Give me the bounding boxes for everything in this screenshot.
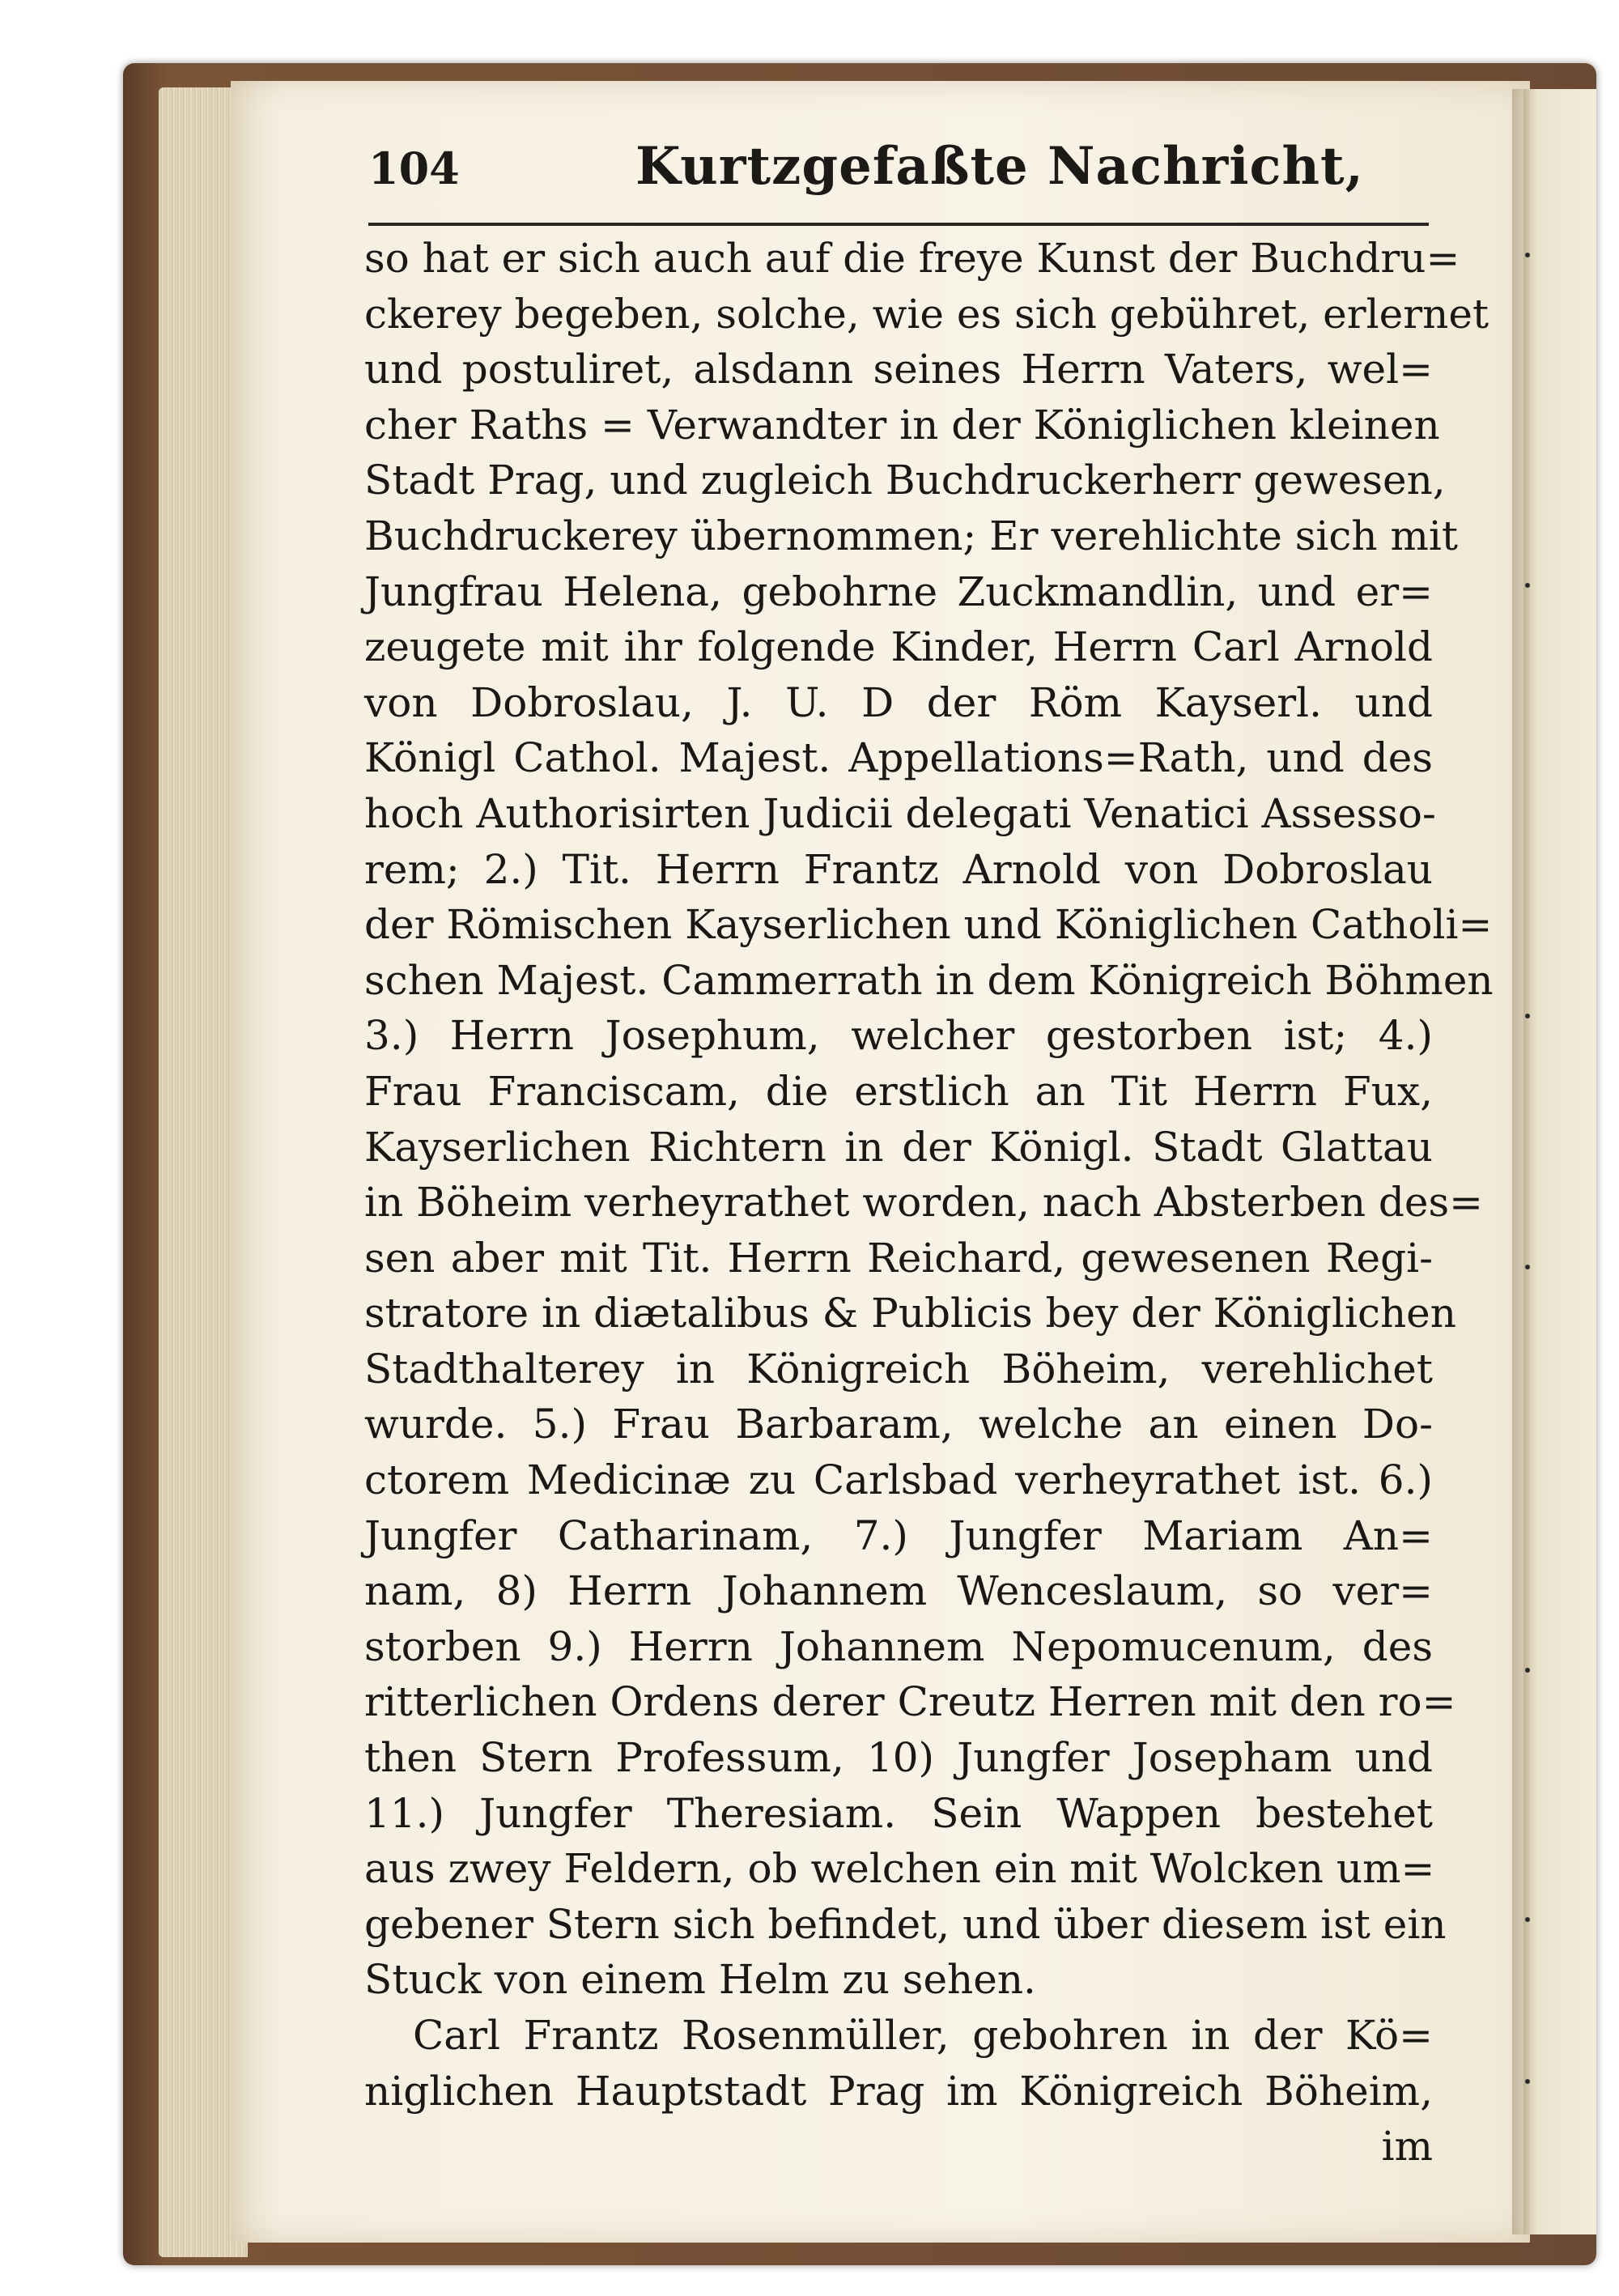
text-line: ritterlichen Ordens derer Creutz Herren mit den ro= <box>364 1678 1456 1726</box>
text-line: nam, 8) Herrn Johannem Wenceslaum, so ver= <box>364 1567 1433 1615</box>
text-line: niglichen Hauptstadt Prag im Königreich Böheim, <box>364 2067 1433 2115</box>
text-line: Buchdruckerey übernommen; Er verehlichte sich mit <box>364 512 1458 559</box>
text-line: sen aber mit Tit. Herrn Reichard, gewesenen Regi- <box>364 1234 1433 1282</box>
ink-mark <box>1525 1265 1530 1269</box>
text-line: der Römischen Kayserlichen und Königlichen Catholi= <box>364 901 1493 949</box>
text-line: und postuliret, alsdann seines Herrn Vaters, wel= <box>364 346 1433 393</box>
catchword: im <box>1381 2123 1433 2171</box>
text-line: then Stern Professum, 10) Jungfer Josepham und <box>364 1734 1433 1782</box>
text-line: schen Majest. Cammerrath in dem Königreich Böhmen <box>364 956 1494 1004</box>
text-line: storben 9.) Herrn Johannem Nepomucenum, des <box>364 1622 1433 1670</box>
text-line: 11.) Jungfer Theresiam. Sein Wappen bestehet <box>364 1789 1433 1837</box>
body-text <box>364 231 1494 2175</box>
ink-mark <box>1525 1668 1530 1673</box>
page-number: 104 <box>368 142 460 194</box>
text-line: aus zwey Feldern, ob welchen ein mit Wolcken um= <box>364 1845 1435 1893</box>
text-line: stratore in diætalibus & Publicis bey der Königlichen <box>364 1290 1456 1337</box>
text-line: cher Raths = Verwandter in der Königlichen kleinen <box>364 401 1440 449</box>
text-line: ckerey begeben, solche, wie es sich gebühret, erlernet <box>364 290 1489 338</box>
text-line: Carl Frantz Rosenmüller, gebohren in der Kö= <box>413 2012 1433 2059</box>
text-line: hoch Authorisirten Judicii delegati Venatici Assesso- <box>364 789 1436 837</box>
text-line: Kayserlichen Richtern in der Königl. Stadt Glattau <box>364 1123 1433 1171</box>
text-line: von Dobroslau, J. U. D der Röm Kayserl. und <box>364 678 1433 726</box>
ink-mark <box>1525 1917 1530 1922</box>
text-line: ctorem Medicinæ zu Carlsbad verheyrathet ist. 6.) <box>364 1456 1433 1504</box>
ink-mark <box>1525 253 1530 257</box>
text-line: Stadthalterey in Königreich Böheim, verehlichet <box>364 1345 1433 1392</box>
text-line: Frau Franciscam, die erstlich an Tit Herrn Fux, <box>364 1067 1433 1115</box>
text-line: so hat er sich auch auf die freye Kunst der Buchdru= <box>364 235 1460 282</box>
text-line: zeugete mit ihr folgende Kinder, Herrn Carl Arnold <box>364 623 1433 671</box>
header-rule <box>368 223 1429 226</box>
text-line: rem; 2.) Tit. Herrn Frantz Arnold von Dobroslau <box>364 845 1433 893</box>
text-line: gebener Stern sich befindet, und über diesem ist ein <box>364 1900 1447 1948</box>
page-header <box>368 136 1421 209</box>
text-line: Stadt Prag, und zugleich Buchdruckerherr gewesen, <box>364 457 1446 504</box>
facing-page <box>1523 89 1596 2234</box>
text-line: wurde. 5.) Frau Barbaram, welche an einen Do- <box>364 1401 1433 1448</box>
ink-mark <box>1525 1014 1530 1018</box>
text-line: 3.) Herrn Josephum, welcher gestorben ist; 4.) <box>364 1012 1433 1060</box>
ink-mark <box>1525 583 1530 588</box>
page-gutter <box>1512 89 1530 2234</box>
text-line: Königl Cathol. Majest. Appellations=Rath, und des <box>364 734 1433 782</box>
text-line: Jungfer Catharinam, 7.) Jungfer Mariam An= <box>364 1512 1433 1559</box>
running-head: Kurtzgefaßte Nachricht, <box>635 136 1364 197</box>
text-line: in Böheim verheyrathet worden, nach Absterben des= <box>364 1179 1484 1227</box>
ink-mark <box>1525 2079 1530 2084</box>
text-line: Jungfrau Helena, gebohrne Zuckmandlin, und er= <box>364 568 1433 615</box>
text-line: Stuck von einem Helm zu sehen. <box>364 1956 1036 2004</box>
